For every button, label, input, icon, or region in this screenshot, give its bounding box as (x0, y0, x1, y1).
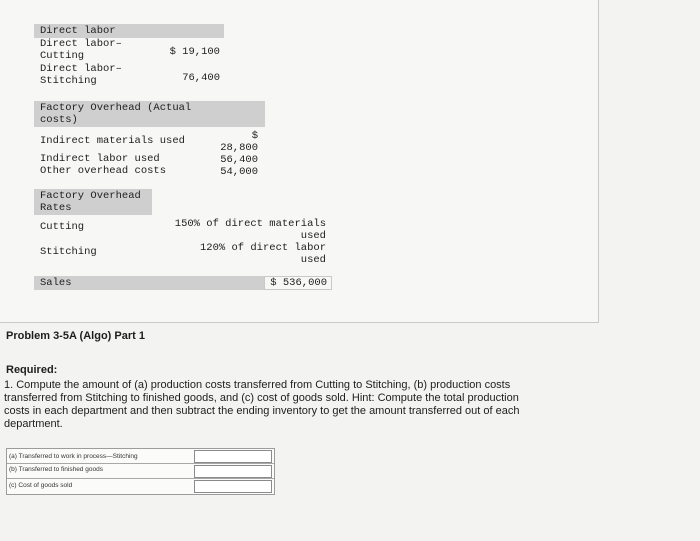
stitching-rate-line-2: used (300, 254, 326, 266)
cutting-rate-line-1: 150% of direct materials (174, 218, 326, 230)
overhead-rates-title-1: Factory Overhead (40, 190, 141, 202)
indirect-materials-label: Indirect materials used (40, 135, 185, 147)
instruction-line-3: costs in each department and then subtract the ending inventory to get the amount transferred out of each (4, 405, 520, 417)
row-divider (7, 463, 274, 464)
direct-labor-cutting-label-2: Cutting (40, 50, 85, 62)
row-divider (7, 478, 274, 479)
cutting-rate-line-2: used (300, 230, 326, 242)
direct-labor-title: Direct labor (40, 25, 116, 37)
answer-label-a: (a) Transferred to work in process—Stitching (9, 453, 138, 460)
other-overhead-label: Other overhead costs (40, 165, 167, 177)
cutting-rate-label: Cutting (40, 221, 85, 233)
instruction-line-4: department. (4, 418, 63, 430)
problem-title: Problem 3-5A (Algo) Part 1 (6, 330, 145, 342)
answer-input-a[interactable] (194, 450, 272, 463)
overhead-actual-title-1: Factory Overhead (Actual (40, 102, 192, 114)
indirect-materials-value: 28,800 (220, 142, 258, 154)
answer-input-b[interactable] (194, 465, 272, 478)
direct-labor-stitching-value: 76,400 (182, 72, 220, 84)
indirect-labor-value: 56,400 (220, 154, 258, 166)
stitching-rate-label: Stitching (40, 246, 97, 258)
overhead-rates-title-2: Rates (40, 202, 72, 214)
direct-labor-cutting-value: $ 19,100 (169, 46, 220, 58)
stitching-rate-line-1: 120% of direct labor (199, 242, 326, 254)
direct-labor-stitching-label-2: Stitching (40, 75, 97, 87)
required-label: Required: (6, 364, 58, 376)
answer-label-c: (c) Cost of goods sold (9, 482, 73, 489)
overhead-actual-dollar: $ (251, 130, 258, 142)
overhead-actual-title-2: costs) (40, 114, 78, 126)
direct-labor-stitching-label-1: Direct labor– (40, 63, 122, 75)
sales-label: Sales (40, 277, 72, 289)
answer-label-b: (b) Transferred to finished goods (9, 466, 103, 473)
instruction-line-1: 1. Compute the amount of (a) production costs transferred from Cutting to Stitching, (b) production costs (4, 379, 511, 391)
direct-labor-cutting-label-1: Direct labor– (40, 38, 122, 50)
other-overhead-value: 54,000 (220, 166, 258, 178)
instruction-line-2: transferred from Stitching to finished goods, and (c) cost of goods sold. Hint: Compute the total production (4, 392, 519, 404)
answer-table (6, 448, 275, 495)
sales-value: $ 536,000 (270, 277, 327, 289)
answer-input-c[interactable] (194, 480, 272, 493)
indirect-labor-label: Indirect labor used (40, 153, 160, 165)
